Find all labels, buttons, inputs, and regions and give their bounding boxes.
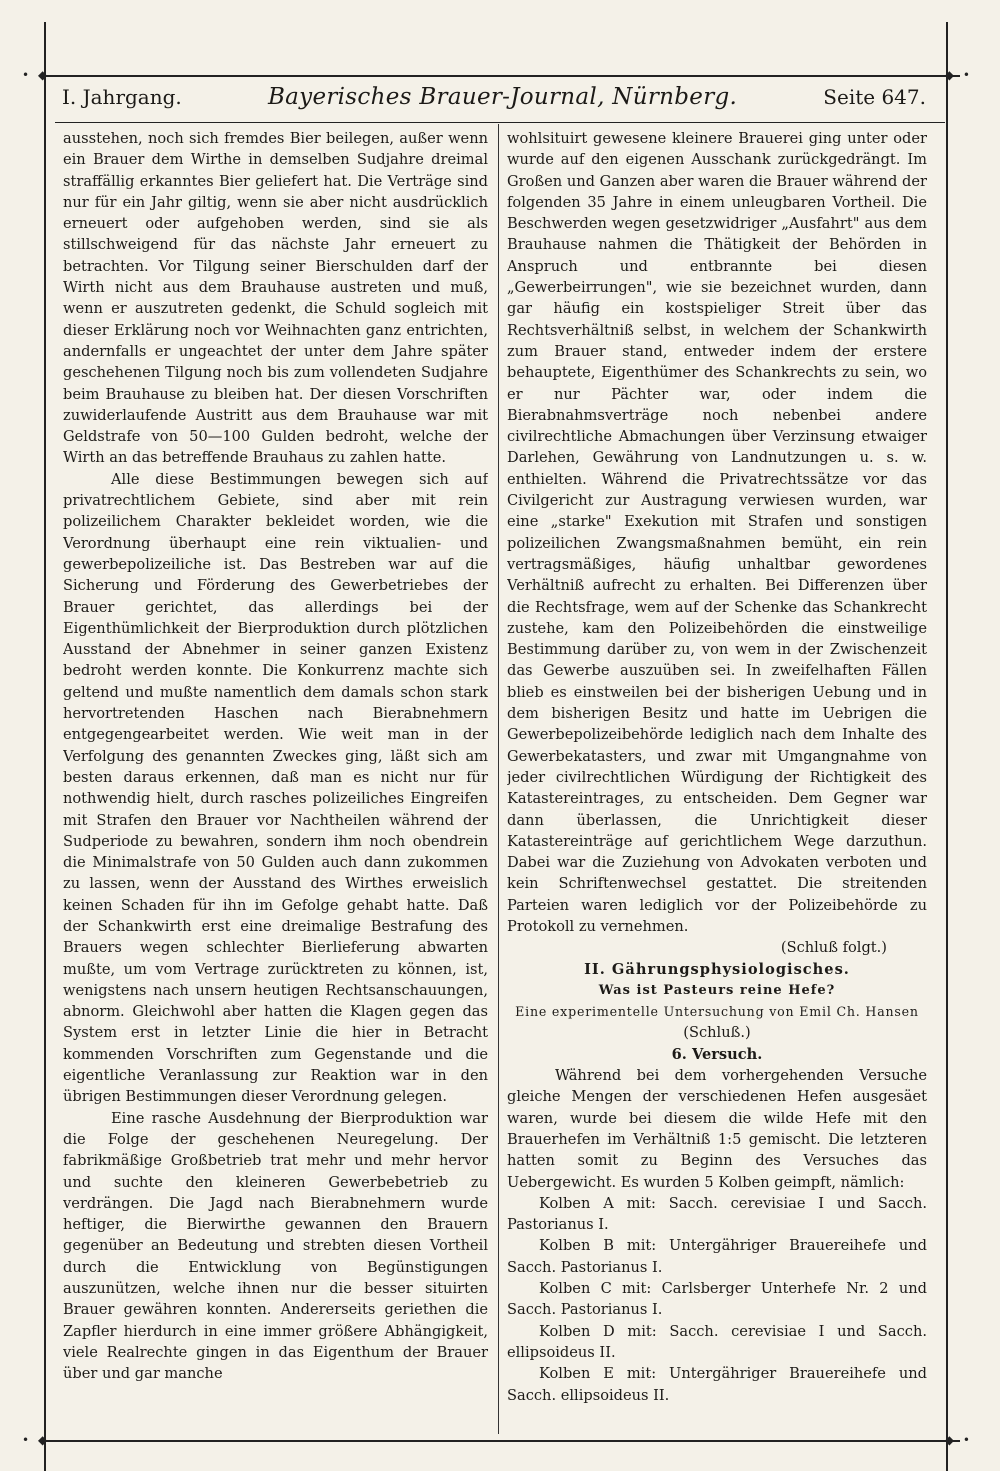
corner-ornament-icon: • — [22, 68, 30, 82]
right-column — [507, 128, 927, 1428]
continued-note: (Schluß folgt.) — [780, 939, 887, 957]
article-note: (Schluß.) — [683, 1024, 751, 1042]
flask-item: Kolben B mit: Untergähriger Brauereihefe und Sacch. Pastorianus I. — [507, 1237, 927, 1276]
page-number: Seite 647. — [823, 85, 926, 109]
journal-title: Bayerisches Brauer-Journal, Nürnberg. — [267, 84, 738, 110]
section-heading: II. Gährungsphysiologisches. — [584, 960, 850, 978]
paragraph: wohlsituirt gewesene kleinere Brauerei ging unter oder wurde auf den eigenen Ausschank zurückgedrängt. Im Großen und Ganzen aber waren die Brauer während der folgenden 35 Jahre in einem unleugbaren Vortheil. Die Beschwerden wegen gesetzwidriger „Ausfahrt" aus dem Brauhause nahmen die Thätigkeit der Behörden in Anspruch und entbrannte bei diesen „Gewerbeirrungen", wie sie bezeichnet wurden, dann gar häufig ein kostspieliger Streit über das Rechtsverhältniß selbst, in welchem der Schankwirth zum Brauer stand, entweder indem der erstere behauptete, Eigenthümer des Schankrechts zu sein, wo er nur Pächter war, oder indem die Bierabnahmsverträge noch nebenbei andere civilrechtliche Abmachungen über Verzinsung etwaiger Darlehen, Gewährung von Landnutzungen u. s. w. enthielten. Während die Privatrechtssätze vor das Civilgericht zur Austragung verwiesen wurden, war eine „starke" Exekution mit Strafen und sonstigen polizeilichen Zwangsmaßnahmen bemüht, ein rein vertragsmäßiges, häufig unhaltbar gewordenes Verhältniß aufrecht zu erhalten. Bei Differenzen über die Rechtsfrage, wem auf der Schenke das Schankrecht zustehe, kam den Polizeibehörden die einstweilige Bestimmung darüber zu, von wem in der Zwischenzeit das Gewerbe auszuüben sei. In zweifelhaften Fällen blieb es einstweilen bei der bisherigen Uebung und in dem bisherigen Besitz und hatte im Uebrigen die Gewerbepolizeibehörde lediglich nach dem Inhalte des Gewerbekatasters, und zwar mit Umgangnahme von jeder civilrechtlichen Würdigung der Richtigkeit des Katastereintrages, zu entscheiden. Dem Gegner war dann überlassen, die Unrichtigkeit dieser Katastereinträge auf gerichtlichem Wege darzuthun. Dabei war die Zuziehung von Advokaten verboten und kein Schriftenwechsel gestattet. Die streitenden Parteien waren lediglich vor der Polizeibehörde zu Protokoll zu vernehmen. — [507, 130, 927, 935]
running-header — [62, 84, 926, 118]
right-border-rule — [946, 22, 948, 1471]
top-border-rule — [40, 75, 960, 77]
paragraph: Während bei dem vorhergehenden Versuche gleiche Mengen der verschiedenen Hefen ausgesäet waren, wurde bei diesem die wilde Hefe mit den Brauerhefen im Verhältniß 1:5 gemischt. Die letzteren hatten somit zu Beginn des Versuches das Uebergewicht. Es wurden 5 Kolben geimpft, nämlich: — [507, 1067, 927, 1191]
flask-item: Kolben A mit: Sacch. cerevisiae I und Sacch. Pastorianus I. — [507, 1194, 927, 1234]
corner-ornament-icon: ◆ — [38, 68, 48, 82]
article-title: Was ist Pasteurs reine Hefe? — [598, 982, 836, 998]
bottom-border-rule — [40, 1440, 960, 1442]
paragraph: Eine rasche Ausdehnung der Bierproduktion war die Folge der geschehenen Neuregelung. Der fabrikmäßige Großbetrieb trat mehr und mehr hervor und suchte den kleineren Gewerbebetrieb zu verdrängen. Die Jagd nach Bierabnehmern wurde heftiger, die Bierwirthe gewannen den Brauern gegenüber an Bedeutung und strebten diesen Vortheil durch die Entwicklung von Begünstigungen auszunützen, welche ihnen nur die besser situirten Brauer gewähren konnten. Andererseits geriethen die Zapfler hierdurch in eine immer größere Abhängigkeit, viele Realrechte gingen in das Eigenthum der Brauer über und gar manche — [63, 1109, 488, 1383]
left-border-rule — [44, 22, 46, 1471]
column-divider — [498, 124, 499, 1434]
corner-ornament-icon: • — [962, 68, 970, 82]
article-subtitle: Eine experimentelle Untersuchung von Emil Ch. Hansen — [515, 1004, 919, 1020]
left-column — [63, 128, 488, 1428]
flask-item: Kolben C mit: Carlsberger Unterhefe Nr. 2 und Sacch. Pastorianus I. — [507, 1280, 927, 1319]
header-underline-rule — [55, 122, 945, 123]
paragraph: ausstehen, noch sich fremdes Bier beilegen, außer wenn ein Brauer dem Wirthe in demselben Sudjahre dreimal straffällig erkanntes Bier geliefert hat. Die Verträge sind nur für ein Jahr giltig, wenn sie aber nicht ausdrücklich erneuert oder aufgehoben werden, sind sie als stillschweigend für das nächste Jahr erneuert zu betrachten. Vor Tilgung seiner Bierschulden darf der Wirth nicht aus dem Brauhause austreten und muß, wenn er auszutreten gedenkt, die Schuld sogleich mit dieser Erklärung noch vor Weihnachten ganz entrichten, andernfalls er ungeachtet der unter dem Jahre später geschehenen Tilgung noch bis zum vollendeten Sudjahre beim Brauhause zu bleiben hat. Der diesen Vorschriften zuwiderlaufende Austritt aus dem Brauhause war mit Geldstrafe von 50—100 Gulden bedroht, welche der Wirth an das betreffende Brauhaus zu zahlen hatte. — [63, 130, 488, 467]
flask-item: Kolben E mit: Untergähriger Brauereihefe und Sacch. ellipsoideus II. — [507, 1365, 927, 1404]
flask-item: Kolben D mit: Sacch. cerevisiae I und Sacch. ellipsoideus II. — [507, 1322, 927, 1361]
corner-ornament-icon: ◆ — [944, 1433, 954, 1447]
corner-ornament-icon: • — [22, 1433, 30, 1447]
volume-label: I. Jahrgang. — [62, 85, 182, 109]
corner-ornament-icon: ◆ — [944, 68, 954, 82]
corner-ornament-icon: • — [962, 1433, 970, 1447]
experiment-heading: 6. Versuch. — [671, 1045, 763, 1063]
corner-ornament-icon: ◆ — [38, 1433, 48, 1447]
paragraph: Alle diese Bestimmungen bewegen sich auf privatrechtlichem Gebiete, sind aber mit rein polizeilichem Charakter bekleidet worden, wie die Verordnung überhaupt eine rein viktualien- und gewerbepolizeiliche ist. Das Bestreben war auf die Sicherung und Förderung des Gewerbetriebes der Brauer gerichtet, das allerdings bei der Eigenthümlichkeit der Bierproduktion durch plötzlichen Ausstand der Abnehmer in seiner ganzen Existenz bedroht werden konnte. Die Konkurrenz machte sich geltend und mußte namentlich dem damals schon stark hervortretenden Haschen nach Bierabnehmern entgegengearbeitet werden. Wie weit man in der Verfolgung des genannten Zweckes ging, läßt sich am besten daraus erkennen, daß man es nicht nur für nothwendig hielt, durch rasches polizeiliches Eingreifen mit Strafen den Brauer vor Nachtheilen während der Sudperiode zu bewahren, sondern ihm noch obendrein die Minimalstrafe von 50 Gulden auch dann zukommen zu lassen, wenn der Ausstand des Wirthes erweislich keinen Schaden für ihn im Gefolge gehabt hatte. Daß der Schankwirth erst eine dreimalige Bestrafung des Brauers wegen schlechter Bierlieferung abwarten mußte, um vom Vertrage zurücktreten zu können, ist, wenigstens nach unsern heutigen Rechtsanschauungen, abnorm. Gleichwohl aber hatten die Klagen gegen das System erst in letzter Linie die hier in Betracht kommenden Vorschriften zum Gegenstande und die eigentliche Veranlassung zur Reaktion war in den übrigen Bestimmungen dieser Verordnung gelegen. — [63, 470, 488, 1106]
